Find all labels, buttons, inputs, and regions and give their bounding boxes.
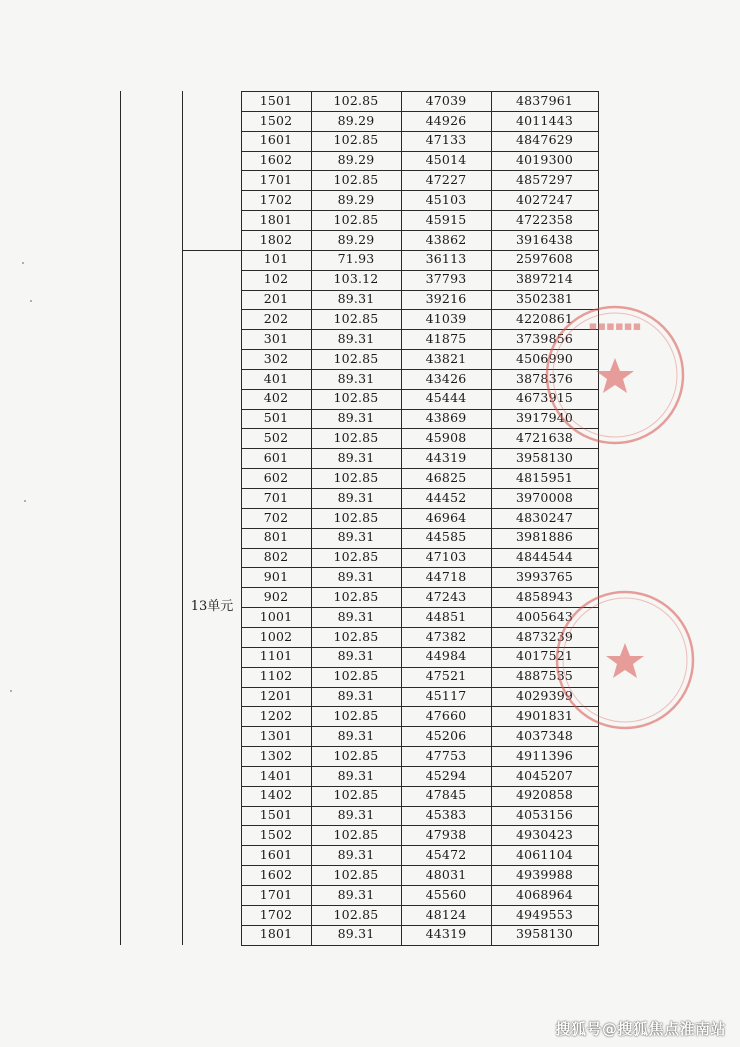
cell-total-price: 4939988: [515, 866, 574, 882]
cell-room-number: 1702: [259, 906, 293, 922]
cell-total-price: 4949553: [515, 906, 574, 922]
cell-unit-price: 48031: [425, 866, 467, 882]
cell-area: 89.31: [337, 410, 375, 426]
unit-group-border: [182, 250, 241, 251]
cell-total-price: 4887535: [515, 668, 574, 684]
cell-unit-price: 44319: [425, 449, 467, 465]
cell-unit-price: 44926: [425, 112, 467, 128]
cell-room-number: 501: [263, 410, 289, 426]
cell-room-number: 302: [263, 350, 289, 366]
cell-area: 89.31: [337, 291, 375, 307]
cell-total-price: 4068964: [515, 886, 574, 902]
cell-unit-price: 44851: [425, 608, 467, 624]
cell-total-price: 3993765: [515, 569, 574, 585]
cell-room-number: 1602: [259, 866, 293, 882]
cell-unit-price: 47753: [425, 747, 467, 763]
cell-unit-price: 44718: [425, 569, 467, 585]
cell-unit-price: 45294: [425, 767, 467, 783]
cell-unit-price: 36113: [425, 251, 467, 267]
cell-unit-price: 46964: [425, 509, 467, 525]
cell-area: 89.31: [337, 370, 375, 386]
cell-unit-price: 44452: [425, 489, 467, 505]
cell-unit-price: 45472: [425, 846, 467, 862]
svg-text:▪▪▪▪▪▪: ▪▪▪▪▪▪: [588, 319, 642, 334]
cell-unit-price: 43426: [425, 370, 467, 386]
cell-unit-price: 43869: [425, 410, 467, 426]
cell-room-number: 801: [263, 529, 289, 545]
cell-unit-price: 37793: [425, 271, 467, 287]
cell-total-price: 4815951: [515, 469, 574, 485]
cell-room-number: 601: [263, 449, 289, 465]
cell-room-number: 201: [263, 291, 289, 307]
cell-room-number: 1502: [259, 112, 293, 128]
cell-room-number: 1002: [259, 628, 293, 644]
cell-unit-price: 47243: [425, 588, 467, 604]
cell-room-number: 1302: [259, 747, 293, 763]
cell-total-price: 4858943: [515, 588, 574, 604]
cell-unit-price: 47227: [425, 172, 467, 188]
cell-area: 89.31: [337, 727, 375, 743]
watermark: 搜狐号@搜狐焦点淮南站: [555, 1020, 726, 1038]
cell-unit-price: 45908: [425, 430, 467, 446]
cell-total-price: 4920858: [515, 787, 574, 803]
cell-total-price: 4053156: [515, 807, 574, 823]
cell-room-number: 301: [263, 330, 289, 346]
cell-room-number: 902: [263, 588, 289, 604]
cell-area: 102.85: [333, 866, 379, 882]
cell-area: 89.31: [337, 529, 375, 545]
cell-total-price: 4930423: [515, 827, 574, 843]
cell-total-price: 4722358: [515, 211, 574, 227]
cell-total-price: 4721638: [515, 430, 574, 446]
cell-unit-price: 44585: [425, 529, 467, 545]
cell-area: 102.85: [333, 628, 379, 644]
cell-room-number: 901: [263, 569, 289, 585]
cell-unit-price: 45444: [425, 390, 467, 406]
cell-total-price: 3981886: [515, 529, 574, 545]
cell-room-number: 1401: [259, 767, 293, 783]
cell-area: 102.85: [333, 827, 379, 843]
cell-area: 102.85: [333, 430, 379, 446]
cell-area: 102.85: [333, 350, 379, 366]
cell-room-number: 102: [263, 271, 289, 287]
cell-total-price: 4037348: [515, 727, 574, 743]
cell-total-price: 4830247: [515, 509, 574, 525]
unit-column-border: [182, 91, 183, 945]
cell-area: 89.29: [337, 191, 375, 207]
cell-unit-price: 47845: [425, 787, 467, 803]
cell-total-price: 4220861: [515, 311, 574, 327]
cell-room-number: 1601: [259, 846, 293, 862]
cell-room-number: 402: [263, 390, 289, 406]
cell-unit-price: 45117: [425, 688, 467, 704]
cell-unit-price: 47938: [425, 827, 467, 843]
cell-unit-price: 47103: [425, 549, 467, 565]
cell-total-price: 4005643: [515, 608, 574, 624]
cell-area: 102.85: [333, 747, 379, 763]
cell-room-number: 1501: [259, 92, 293, 108]
cell-total-price: 4911396: [515, 747, 574, 763]
cell-total-price: 4045207: [515, 767, 574, 783]
cell-total-price: 4061104: [515, 846, 574, 862]
cell-area: 89.29: [337, 112, 375, 128]
cell-total-price: 4029399: [515, 688, 574, 704]
cell-room-number: 1802: [259, 231, 293, 247]
cell-total-price: 2597608: [515, 251, 574, 267]
cell-total-price: 4837961: [515, 92, 574, 108]
cell-room-number: 401: [263, 370, 289, 386]
cell-area: 89.31: [337, 489, 375, 505]
cell-area: 89.31: [337, 846, 375, 862]
cell-total-price: 4673915: [515, 390, 574, 406]
cell-unit-price: 45014: [425, 152, 467, 168]
cell-room-number: 1201: [259, 688, 293, 704]
cell-room-number: 1502: [259, 827, 293, 843]
cell-room-number: 101: [263, 251, 289, 267]
cell-area: 102.85: [333, 906, 379, 922]
cell-total-price: 4847629: [515, 132, 574, 148]
cell-total-price: 3917940: [515, 410, 574, 426]
cell-unit-price: 47382: [425, 628, 467, 644]
scan-speck: [30, 300, 32, 302]
cell-area: 89.29: [337, 152, 375, 168]
cell-room-number: 202: [263, 311, 289, 327]
cell-unit-price: 47039: [425, 92, 467, 108]
cell-total-price: 3916438: [515, 231, 574, 247]
cell-total-price: 4027247: [515, 191, 574, 207]
cell-room-number: 1601: [259, 132, 293, 148]
cell-room-number: 1702: [259, 191, 293, 207]
cell-unit-price: 45383: [425, 807, 467, 823]
cell-unit-price: 47133: [425, 132, 467, 148]
cell-room-number: 1001: [259, 608, 293, 624]
cell-total-price: 3878376: [515, 370, 574, 386]
cell-total-price: 4857297: [515, 172, 574, 188]
cell-unit-price: 47660: [425, 708, 467, 724]
cell-room-number: 1102: [259, 668, 293, 684]
cell-area: 89.31: [337, 608, 375, 624]
cell-unit-price: 41039: [425, 311, 467, 327]
outer-left-border: [120, 91, 121, 945]
scan-speck: [24, 500, 26, 502]
cell-area: 102.85: [333, 588, 379, 604]
cell-room-number: 1801: [259, 211, 293, 227]
cell-total-price: 4506990: [515, 350, 574, 366]
scan-speck: [10, 690, 12, 692]
cell-total-price: 4017521: [515, 648, 574, 664]
cell-area: 102.85: [333, 509, 379, 525]
cell-unit-price: 45915: [425, 211, 467, 227]
cell-area: 89.31: [337, 767, 375, 783]
cell-room-number: 602: [263, 469, 289, 485]
cell-room-number: 1701: [259, 886, 293, 902]
cell-room-number: 1602: [259, 152, 293, 168]
cell-total-price: 3958130: [515, 926, 574, 942]
cell-room-number: 701: [263, 489, 289, 505]
cell-unit-price: 46825: [425, 469, 467, 485]
cell-area: 102.85: [333, 92, 379, 108]
cell-unit-price: 45103: [425, 191, 467, 207]
cell-unit-price: 45206: [425, 727, 467, 743]
cell-room-number: 702: [263, 509, 289, 525]
cell-unit-price: 47521: [425, 668, 467, 684]
cell-unit-price: 43862: [425, 231, 467, 247]
cell-area: 102.85: [333, 668, 379, 684]
cell-area: 103.12: [333, 271, 379, 287]
cell-room-number: 502: [263, 430, 289, 446]
cell-unit-price: 44319: [425, 926, 467, 942]
cell-room-number: 1501: [259, 807, 293, 823]
cell-area: 89.31: [337, 330, 375, 346]
cell-total-price: 3739856: [515, 330, 574, 346]
cell-area: 102.85: [333, 469, 379, 485]
cell-unit-price: 39216: [425, 291, 467, 307]
cell-area: 102.85: [333, 172, 379, 188]
cell-total-price: 3897214: [515, 271, 574, 287]
cell-unit-price: 44984: [425, 648, 467, 664]
unit-label: 13单元: [190, 598, 234, 614]
cell-unit-price: 43821: [425, 350, 467, 366]
cell-area: 89.31: [337, 569, 375, 585]
cell-room-number: 1701: [259, 172, 293, 188]
cell-area: 102.85: [333, 787, 379, 803]
cell-area: 102.85: [333, 390, 379, 406]
cell-area: 89.29: [337, 231, 375, 247]
cell-area: 89.31: [337, 807, 375, 823]
cell-unit-price: 45560: [425, 886, 467, 902]
cell-area: 89.31: [337, 688, 375, 704]
cell-room-number: 1301: [259, 727, 293, 743]
row-border: [241, 945, 599, 946]
cell-room-number: 1101: [259, 648, 293, 664]
cell-area: 102.85: [333, 311, 379, 327]
cell-area: 89.31: [337, 449, 375, 465]
cell-total-price: 3970008: [515, 489, 574, 505]
cell-room-number: 1801: [259, 926, 293, 942]
cell-room-number: 1402: [259, 787, 293, 803]
cell-area: 102.85: [333, 211, 379, 227]
scan-speck: [22, 262, 24, 264]
cell-area: 102.85: [333, 132, 379, 148]
cell-total-price: 4011443: [515, 112, 574, 128]
cell-total-price: 3958130: [515, 449, 574, 465]
cell-room-number: 1202: [259, 708, 293, 724]
cell-unit-price: 48124: [425, 906, 467, 922]
cell-total-price: 3502381: [515, 291, 574, 307]
cell-area: 89.31: [337, 926, 375, 942]
cell-room-number: 802: [263, 549, 289, 565]
column-border: [598, 91, 599, 945]
cell-total-price: 4844544: [515, 549, 574, 565]
cell-area: 102.85: [333, 549, 379, 565]
cell-total-price: 4019300: [515, 152, 574, 168]
cell-area: 71.93: [337, 251, 375, 267]
cell-unit-price: 41875: [425, 330, 467, 346]
cell-area: 89.31: [337, 648, 375, 664]
cell-area: 89.31: [337, 886, 375, 902]
cell-area: 102.85: [333, 708, 379, 724]
cell-total-price: 4873239: [515, 628, 574, 644]
cell-total-price: 4901831: [515, 708, 574, 724]
